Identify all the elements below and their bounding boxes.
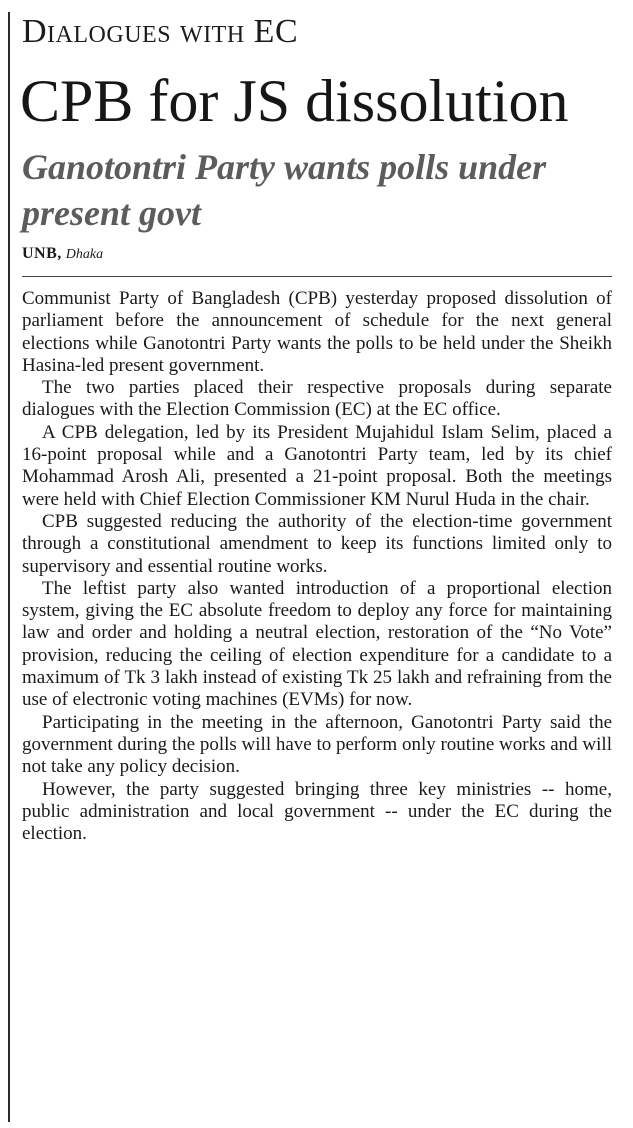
paragraph: Participating in the meeting in the afternoon, Ganotontri Party said the government during the polls will have to perform only routine works and will not take any policy decision. [22, 711, 612, 778]
byline-place: Dhaka [65, 247, 104, 262]
subheadline: Ganotontri Party wants polls under present govt [22, 147, 547, 233]
column-rule-left [8, 12, 10, 1122]
byline-agency: UNB, [22, 245, 62, 262]
byline-divider [22, 276, 612, 277]
paragraph: The leftist party also wanted introduction of a proportional election system, giving the EC absolute freedom to deploy any force for maintaining law and order and holding a neutral election, restoration of the “No Vote” provision, reducing the ceiling of election expenditure for a candidate to a maximum of Tk 3 lakh instead of existing Tk 25 lakh and refraining from the use of electronic voting machines (EVMs) for now. [22, 577, 612, 711]
paragraph: CPB suggested reducing the authority of the election-time government through a constitutional amendment to keep its functions limited only to supervisory and essential routine works. [22, 510, 612, 577]
paragraph: A CPB delegation, led by its President Mujahidul Islam Selim, placed a 16-point proposal while and a Ganotontri Party team, led by its chief Mohammad Arosh Ali, presented a 21-point proposal. Both the meetings were held with Chief Election Commissioner KM Nurul Huda in the chair. [22, 421, 612, 510]
kicker: Dialogues with EC [22, 13, 299, 50]
headline: CPB for JS dissolution [20, 68, 569, 134]
byline [22, 244, 103, 265]
paragraph: However, the party suggested bringing three key ministries -- home, public administration and local government -- under the EC during the election. [22, 778, 612, 845]
article-body [22, 288, 612, 845]
paragraph: Communist Party of Bangladesh (CPB) yesterday proposed dissolution of parliament before the announcement of schedule for the next general elections while Ganotontri Party wants the polls to be held under the Sheikh Hasina-led present government. [22, 288, 612, 376]
paragraph: The two parties placed their respective proposals during separate dialogues with the Election Commission (EC) at the EC office. [22, 377, 612, 421]
